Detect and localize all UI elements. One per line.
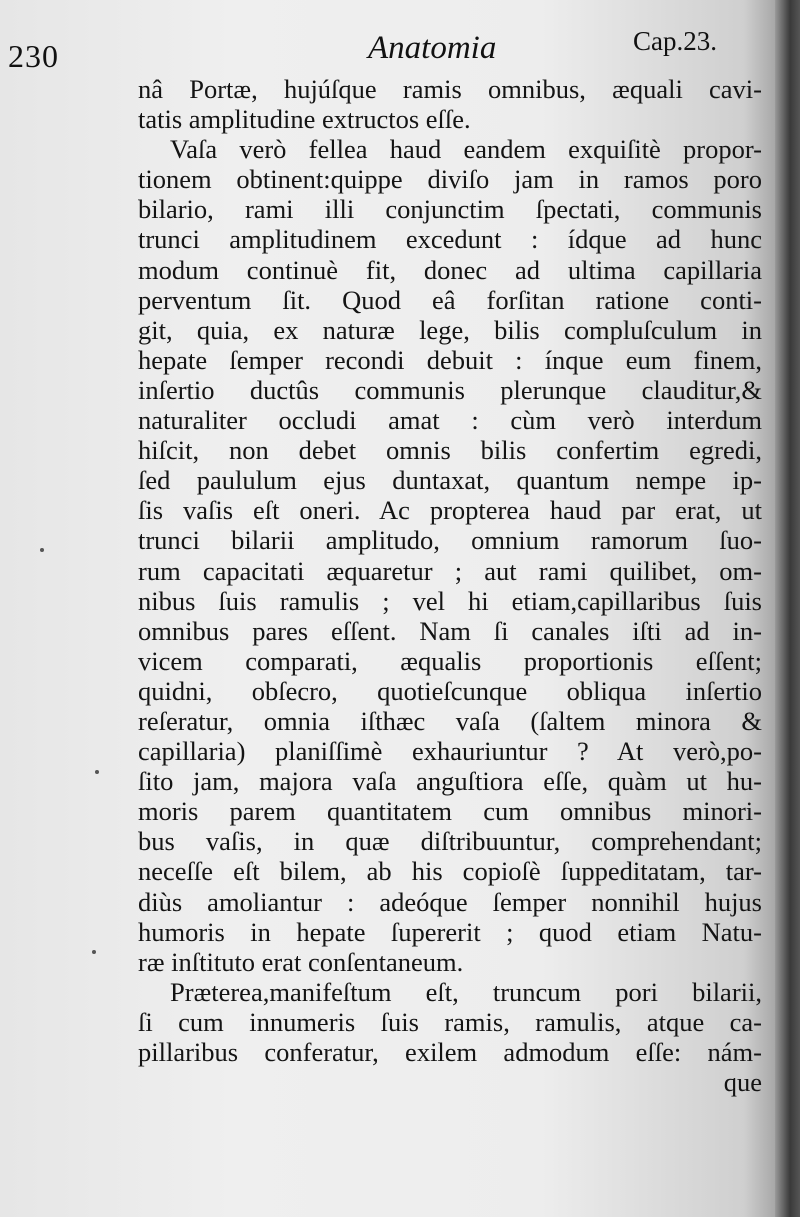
text-line: ſito jam, majora vaſa anguſtiora eſſe, quàm ut hu- <box>138 766 762 797</box>
running-title: Anatomia <box>368 30 497 66</box>
text-line: humoris in hepate ſupererit ; quod etiam Natu- <box>138 916 762 947</box>
text-line: bilario, rami illi conjunctim ſpectati, communis <box>138 194 762 225</box>
text-line: reſeratur, omnia iſthæc vaſa (ſaltem minora & <box>138 705 762 736</box>
page-number: 230 <box>8 38 59 74</box>
ink-speck <box>92 950 96 954</box>
paragraph-start-line: Vaſa verò fellea haud eandem exquiſitè propor- <box>170 134 762 165</box>
text-line: diùs amoliantur : adeóque ſemper nonnihil hujus <box>138 886 762 917</box>
text-line: pillaribus conferatur, exilem admodum eſſe: nám- <box>138 1037 762 1067</box>
ink-speck <box>40 548 44 552</box>
text-line: nâ Portæ, hujúſque ramis omnibus, æquali cavi- <box>138 74 762 104</box>
text-line: trunci bilarii amplitudo, omnium ramorum ſuo- <box>138 525 762 556</box>
page-gutter-shadow <box>775 0 800 1217</box>
ink-speck <box>95 770 99 774</box>
text-line: nibus ſuis ramulis ; vel hi etiam,capillaribus ſuis <box>138 585 762 616</box>
text-line: trunci amplitudinem excedunt : ídque ad hunc <box>138 224 762 255</box>
text-line: omnibus pares eſſent. Nam ſi canales iſti ad in- <box>138 615 762 646</box>
text-line: tatis amplitudine extructos eſſe. <box>138 104 471 135</box>
text-line: moris parem quantitatem cum omnibus minori- <box>138 796 762 827</box>
text-line: naturaliter occludi amat : cùm verò interdum <box>138 405 762 436</box>
text-line: hiſcit, non debet omnis bilis confertim egredi, <box>138 435 762 466</box>
catchword: que <box>723 1067 762 1098</box>
text-line: rum capacitati æquaretur ; aut rami quilibet, om- <box>138 555 762 586</box>
chapter-heading: Cap.23. <box>633 26 717 56</box>
text-line: perventum ſit. Quod eâ forſitan ratione conti- <box>138 284 762 315</box>
text-line: ſi cum innumeris ſuis ramis, ramulis, atque ca- <box>138 1006 762 1037</box>
text-line: modum continuè fit, donec ad ultima capillaria <box>138 254 762 285</box>
paragraph-start-line: Præterea,manifeſtum eſt, truncum pori bilarii, <box>170 976 762 1007</box>
text-line: capillaria) planiſſimè exhauriuntur ? At verò,po- <box>138 736 762 767</box>
text-line: bus vaſis, in quæ diſtribuuntur, comprehendant; <box>138 826 762 857</box>
text-line: inſertio ductûs communis plerunque clauditur,& <box>138 374 762 405</box>
text-line: tionem obtinent:quippe diviſo jam in ramos poro <box>138 164 762 195</box>
text-line: neceſſe eſt bilem, ab his copioſè ſuppeditatam, tar- <box>138 856 762 887</box>
text-line: vicem comparati, æqualis proportionis eſſent; <box>138 645 762 676</box>
text-line: hepate ſemper recondi debuit : ínque eum finem, <box>138 344 762 375</box>
text-line: ſis vaſis eſt oneri. Ac propterea haud par erat, ut <box>138 495 762 526</box>
text-line: quidni, obſecro, quotieſcunque obliqua inſertio <box>138 675 762 706</box>
text-line: ſed paululum ejus duntaxat, quantum nempe ip- <box>138 465 762 496</box>
text-line: ræ inſtituto erat conſentaneum. <box>138 946 464 977</box>
text-line: git, quia, ex naturæ lege, bilis compluſculum in <box>138 314 762 345</box>
body-text <box>138 74 762 1097</box>
